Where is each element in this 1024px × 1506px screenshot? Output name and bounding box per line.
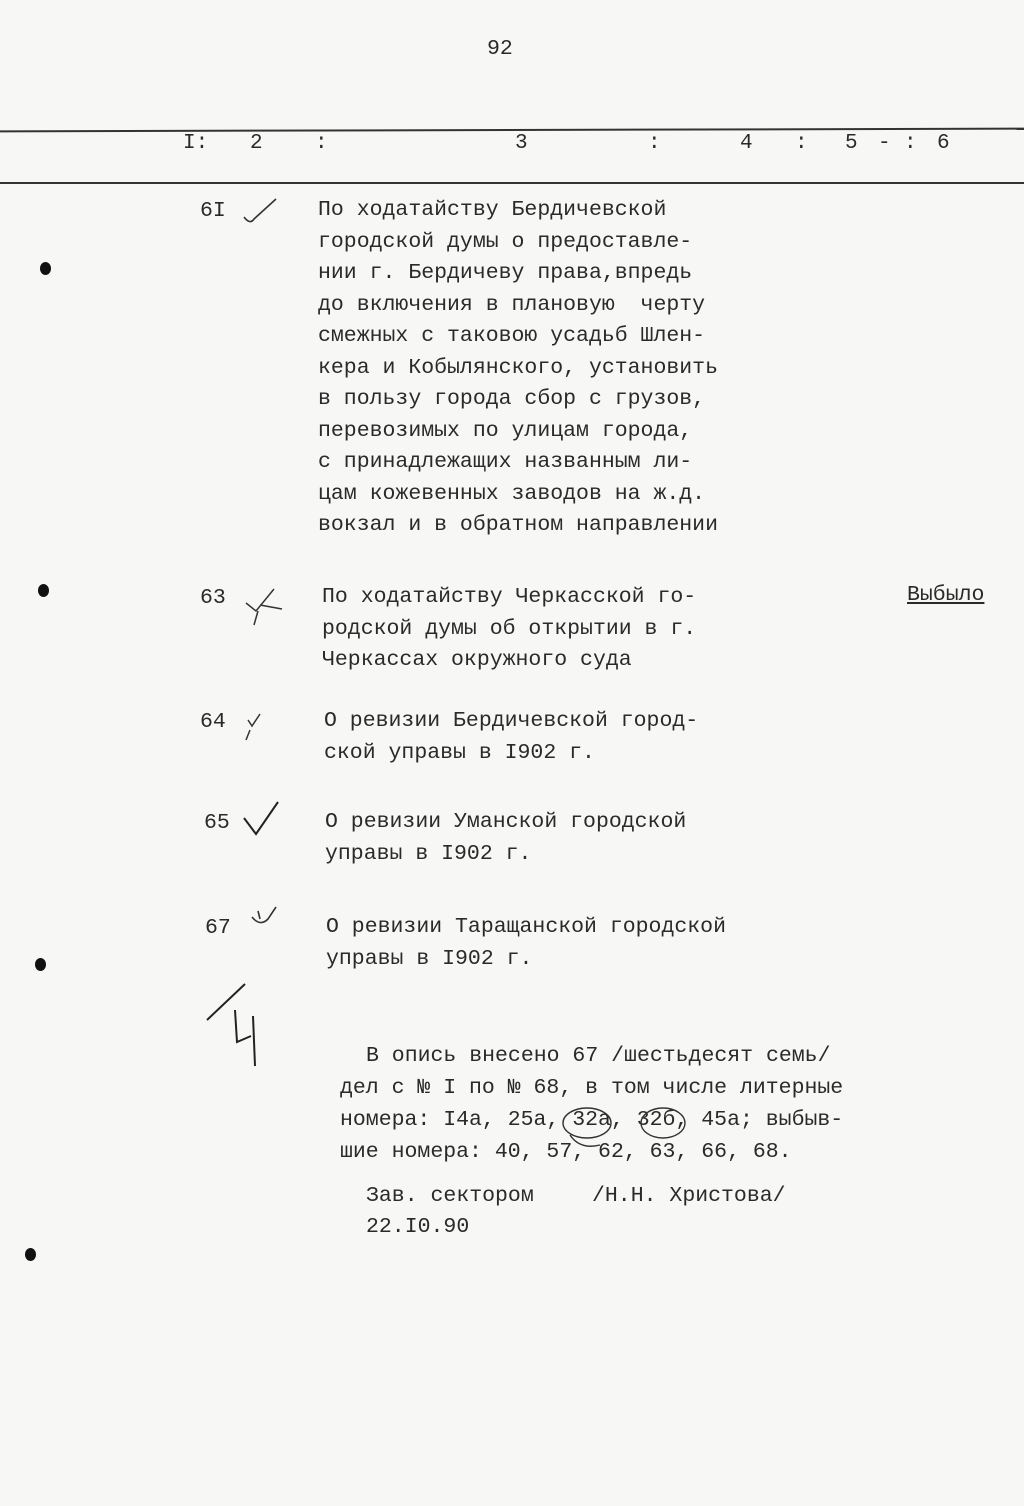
entry-number: 63 — [200, 586, 226, 610]
entry-note-removed: Выбыло — [907, 583, 985, 607]
check-mark-icon — [240, 585, 285, 635]
summary-line: шие номера: 40, 57, 62, 63, 66, 68. — [340, 1140, 792, 1164]
signature-title: Зав. сектором — [366, 1184, 534, 1208]
desc-line: По ходатайству Бердичевской — [318, 198, 667, 222]
col-sep: : — [648, 132, 661, 155]
date: 22.I0.90 — [366, 1215, 470, 1239]
desc-line: перевозимых по улицам города, — [318, 418, 693, 443]
desc-line: в пользу города сбор с грузов, — [318, 387, 706, 411]
col-header-6: 6 — [937, 132, 950, 155]
entry-number: 67 — [205, 916, 231, 940]
col-header-5: 5 — [845, 132, 858, 155]
desc-line: цам кожевенных заводов на ж.д. — [318, 481, 706, 506]
binder-hole — [38, 584, 49, 597]
signature-name: /Н.Н. Христова/ — [592, 1184, 786, 1208]
desc-line: смежных с таковою усадьб Шлен- — [318, 324, 706, 348]
header-bottom-rule — [0, 182, 1024, 184]
desc-line: Черкассах окружного суда — [322, 648, 632, 672]
entry-description — [322, 582, 696, 677]
entry-number: 64 — [200, 710, 226, 734]
col-header-4: 4 — [740, 132, 753, 155]
entry-description — [324, 706, 698, 769]
col-header-3: 3 — [515, 132, 528, 155]
desc-line: О ревизии Таращанской городской — [326, 915, 726, 939]
desc-line: управы в I902 г. — [325, 841, 532, 866]
summary-line: В опись внесено 67 /шестьдесят семь/ — [366, 1044, 831, 1068]
desc-line: По ходатайству Черкасской го- — [322, 585, 697, 609]
col-dash: - — [878, 132, 891, 155]
desc-line: О ревизии Бердичевской город- — [324, 709, 699, 733]
entry-number: 65 — [204, 811, 230, 835]
binder-hole — [35, 958, 46, 971]
check-mark-icon — [240, 800, 285, 840]
desc-line: нии г. Бердичеву права,впредь — [318, 261, 693, 285]
desc-line: управы в I902 г. — [326, 946, 533, 971]
check-mark-icon — [238, 710, 268, 745]
entry-description — [325, 807, 686, 870]
desc-line: вокзал и в обратном направлении — [318, 513, 718, 537]
binder-hole — [25, 1248, 36, 1261]
summary-line: дел с № I по № 68, в том числе литерные — [340, 1076, 844, 1100]
desc-line: ской управы в I902 г. — [324, 740, 595, 765]
check-mark-icon — [248, 903, 283, 933]
page-number: 92 — [487, 37, 513, 61]
desc-line: городской думы о предоставле- — [318, 229, 693, 254]
entry-number: 6I — [200, 199, 226, 223]
binder-hole — [40, 262, 51, 275]
col-sep: : — [795, 132, 808, 155]
col-sep: : — [315, 132, 328, 155]
desc-line: с принадлежащих названным ли- — [318, 450, 693, 474]
col-sep: : — [904, 132, 917, 155]
check-mark-icon — [240, 195, 280, 230]
desc-line: родской думы об открытии в г. — [322, 616, 697, 641]
desc-line: кера и Кобылянского, установить — [318, 355, 718, 380]
handwritten-circle-icon — [560, 1105, 690, 1155]
header-top-rule — [0, 128, 1024, 133]
col-header-2: 2 — [250, 132, 263, 155]
col-header-1: I: — [183, 132, 209, 155]
handwritten-mark-4 — [205, 980, 265, 1070]
entry-description — [318, 195, 718, 542]
desc-line: О ревизии Уманской городской — [325, 810, 687, 834]
desc-line: до включения в плановую черту — [318, 292, 706, 317]
summary-line: номера: I4а, 25а, 32а, 32б, 45а; выбыв- — [340, 1108, 844, 1132]
entry-description — [326, 912, 726, 975]
